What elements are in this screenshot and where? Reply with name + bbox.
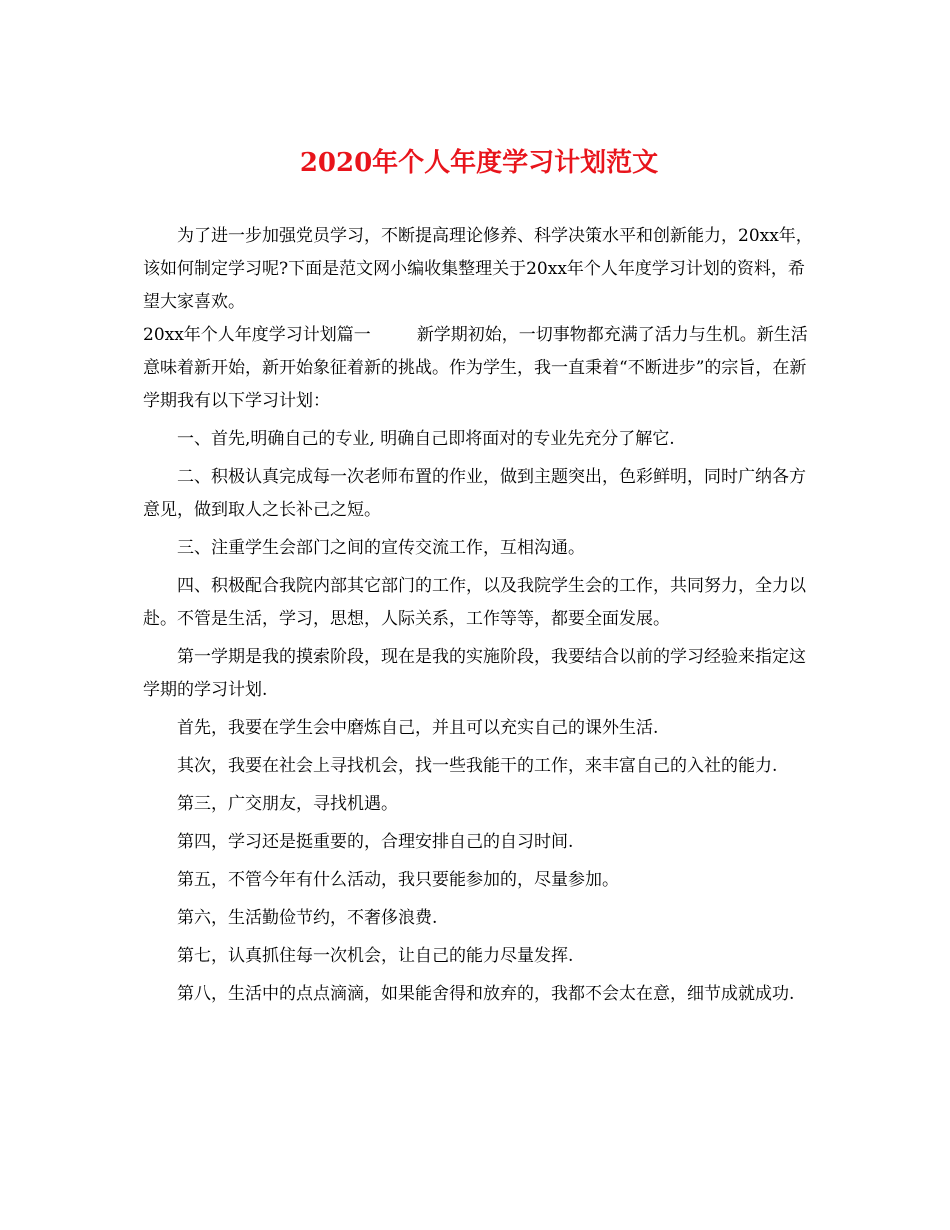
body-paragraph: 第八，生活中的点点滴滴，如果能舍得和放弃的，我都不会太在意，细节成就成功.: [177, 984, 795, 1004]
section-paragraph: [143, 319, 815, 418]
document-page: [143, 0, 815, 1016]
body-paragraph: 一、首先,明确自己的专业, 明确自己即将面对的专业先充分了解它.: [177, 429, 675, 449]
body-paragraph: 第七，认真抓住每一次机会，让自己的能力尽量发挥.: [177, 946, 574, 966]
body-paragraph: 二、积极认真完成每一次老师布置的作业，做到主题突出，色彩鲜明，同时广纳各方意见，做到取人之长补己之短。: [143, 467, 806, 520]
document-title: 2020年个人年度学习计划范文: [299, 148, 659, 178]
body-paragraph: 首先，我要在学生会中磨炼自己，并且可以充实自己的课外生活.: [177, 718, 659, 738]
section-heading: 20xx年个人年度学习计划篇一: [143, 325, 371, 345]
body-paragraph: 四、积极配合我院内部其它部门的工作，以及我院学生会的工作，共同努力，全力以赴。不管是生活，学习，思想，人际关系，工作等等，都要全面发展。: [143, 576, 806, 629]
body-paragraph: 三、注重学生会部门之间的宣传交流工作，互相沟通。: [177, 538, 585, 558]
body-paragraph: 第三，广交朋友，寻找机遇。: [177, 794, 398, 814]
section-intro: 新学期初始，一切事物都充满了活力与生机。新生活意味着新开始，新开始象征着新的挑战。作为学生，我一直秉着“不断进步”的宗旨，在新学期我有以下学习计划：: [143, 325, 808, 411]
body-paragraph: 第一学期是我的摸索阶段，现在是我的实施阶段，我要结合以前的学习经验来指定这学期的学习计划.: [143, 647, 806, 700]
body-paragraph: 第六，生活勤俭节约，不奢侈浪费.: [177, 908, 438, 928]
document-body: [143, 220, 815, 1011]
body-paragraph: 其次，我要在社会上寻找机会，找一些我能干的工作，来丰富自己的入社的能力.: [177, 756, 778, 776]
intro-paragraph: 为了进一步加强党员学习，不断提高理论修养、科学决策水平和创新能力，20xx年，该如何制定学习呢?下面是范文网小编收集整理关于20xx年个人年度学习计划的资料，希望大家喜欢。: [143, 226, 813, 312]
body-paragraph: 第五，不管今年有什么活动，我只要能参加的，尽量参加。: [177, 870, 619, 890]
body-paragraph: 第四，学习还是挺重要的，合理安排自己的自习时间.: [177, 832, 574, 852]
